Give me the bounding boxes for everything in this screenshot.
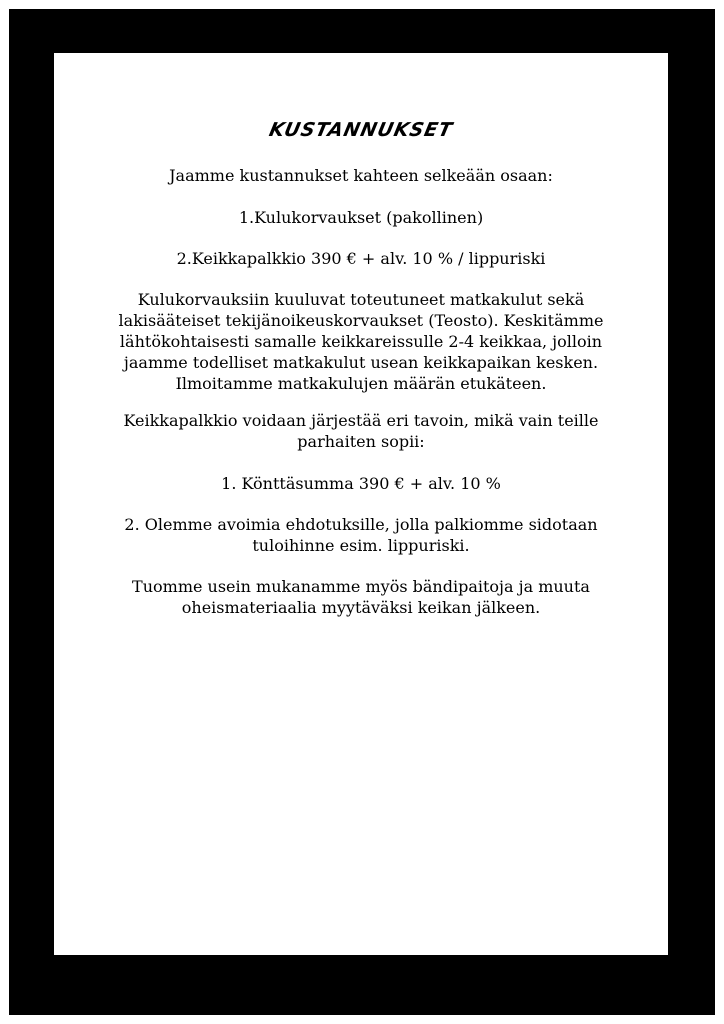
black-border-frame [9,9,715,1015]
merch-paragraph: Tuomme usein mukanamme myös bändipaitoja ja muuta oheismateriaalia myytäväksi keikan jälkeen. [132,577,590,617]
fee-option-lump-sum: 1. Könttäsumma 390 € + alv. 10 % [221,474,501,493]
list-item-expenses: 1.Kulukorvaukset (pakollinen) [238,208,484,227]
intro-text: Jaamme kustannukset kahteen selkeään osaan: [169,166,553,185]
expenses-paragraph: Kulukorvauksiin kuuluvat toteutuneet matkakulut sekä lakisääteiset tekijänoikeuskorvaukset (Teosto). Keskitämme lähtökohtaisesti samalle keikkareissulle 2-4 keikkaa, jolloin jaamme todelliset matkakulut usean keikkapaikan kesken. Ilmoitamme matkakulujen määrän etukäteen. [118,290,604,393]
fee-option-proposals: 2. Olemme avoimia ehdotuksille, jolla palkiomme sidotaan tuloihinne esim. lippuriski. [124,515,598,555]
document-page [54,53,668,955]
page-title: KUSTANNUKSET [267,119,455,141]
fee-intro-paragraph: Keikkapalkkio voidaan järjestää eri tavoin, mikä vain teille parhaiten sopii: [123,411,599,451]
list-item-fee: 2.Keikkapalkkio 390 € + alv. 10 % / lippuriski [176,249,546,268]
